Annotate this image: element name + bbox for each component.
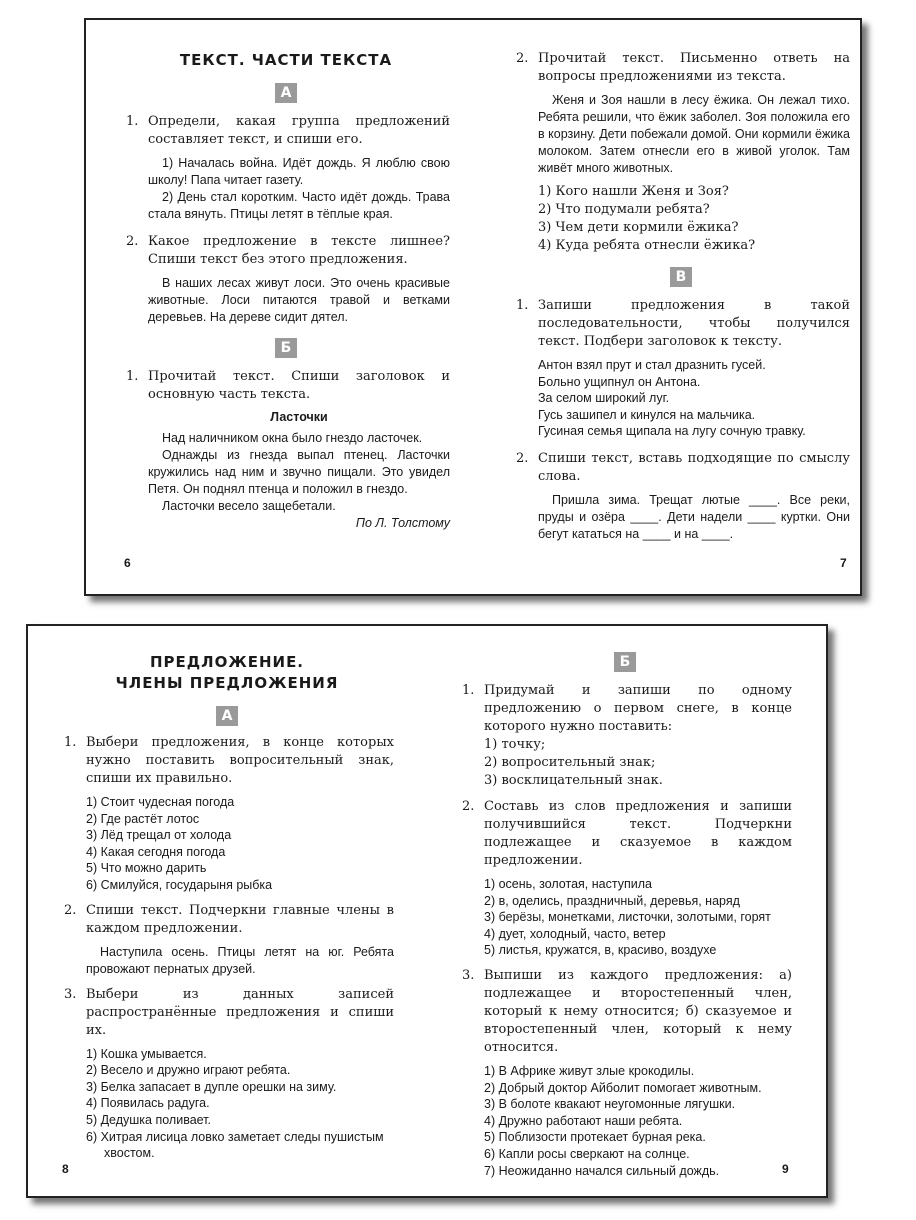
task-number: 2. [126,234,139,249]
book-spread-pages-8-9 [26,624,828,1198]
list-item: 4) Какая сегодня погода [86,844,226,859]
sentence-line: Больно ущипнул он Антона. [538,374,701,389]
page-title: ТЕКСТ. ЧАСТИ ТЕКСТА [179,51,393,69]
task-instruction: Выбери из данных записей распространённые предложения и спиши их. [86,986,394,1038]
task-instruction: Выпиши из каждого предложения: а) подлежащее и второстепенный член, который к нему относится; б) сказуемое и второстепенный член, который к нему относится. [484,967,792,1055]
list-item: 5) Поблизости протекает бурная река. [484,1130,706,1145]
list-item: 1) Стоит чудесная погода [86,795,235,809]
task-number: 2. [516,450,529,466]
task-b1 [122,368,450,532]
sentence-line: Гусь зашипел и кинулся на мальчика. [538,407,756,422]
task-v2 [512,450,850,543]
question-item: 1) Кого нашли Женя и Зоя? [538,184,729,199]
task-number: 2. [64,902,77,918]
list-item: 6) Смилуйся, государыня рыбка [86,877,273,892]
list-item: 4) Появилась радуга. [86,1096,210,1111]
page-8 [60,652,394,1162]
page-9 [458,652,792,1179]
list-item: 5) Дедушка поливает. [86,1112,211,1127]
section-badge-a: А [275,83,297,103]
task-a2 [122,233,450,326]
list-item: 1) осень, золотая, наступила [484,877,652,891]
list-item: 2) Добрый доктор Айболит помогает животным. [484,1080,762,1095]
task-instruction: Прочитай текст. Спиши заголовок и основную часть текста. [148,369,450,402]
task-instruction: Спиши текст, вставь подходящие по смыслу слова. [538,450,850,484]
task-body-text: Наступила осень. Птицы летят на юг. Ребята провожают пернатых друзей. [86,944,394,976]
option-1: 1) Началась война. Идёт дождь. Я люблю свою школу! Папа читает газету. [148,156,450,187]
list-item: 4) Дружно работают наши ребята. [484,1113,683,1128]
task-instruction: Какое предложение в тексте лишнее? Спиши текст без этого предложения. [148,234,450,267]
page-title-line-2: ЧЛЕНЫ ПРЕДЛОЖЕНИЯ [115,674,339,692]
list-item: 3) В болоте квакают неугомонные лягушки. [484,1097,736,1112]
task-instruction: Придумай и запиши по одному предложению о первом снеге, в конце которого нужно поставить: [484,683,792,734]
task-v1 [512,297,850,440]
page-number: 8 [62,1162,69,1176]
list-item: 1) В Африке живут злые крокодилы. [484,1063,695,1078]
list-item: 3) Белка запасает в дупле орешки на зиму. [86,1079,337,1094]
list-item: 4) дует, холодный, часто, ветер [484,926,666,941]
list-item: 6) Капли росы сверкают на солнце. [484,1146,690,1161]
sentence-line: За селом широкий луг. [538,391,670,406]
task-number: 1. [126,369,139,384]
list-item: 3) восклицательный знак. [484,773,663,788]
task-2 [512,50,850,255]
task-instruction: Прочитай текст. Письменно ответь на вопросы предложениями из текста. [538,51,850,84]
list-item: 7) Неожиданно начался сильный дождь. [484,1163,720,1178]
task-3 [60,986,394,1162]
task-instruction: Составь из слов предложения и запиши получившийся текст. Подчеркни подлежащее и сказуемое в каждом предложении. [484,799,792,868]
task-1 [60,734,394,894]
task-a1 [122,113,450,223]
task-number: 3. [462,967,475,983]
question-item: 2) Что подумали ребята? [538,202,710,217]
book-spread-pages-6-7 [84,18,862,596]
page-7 [512,50,850,543]
page-number: 6 [124,556,131,570]
task-number: 2. [516,51,529,66]
task-number: 1. [516,298,529,313]
list-item: 6) Хитрая лисица ловко заметает следы пушистым хвостом. [86,1129,384,1161]
task-number: 1. [126,114,139,129]
list-item: 2) вопросительный знак; [484,755,656,770]
task-instruction: Выбери предложения, в конце которых нужно поставить вопросительный знак, спиши их правильно. [86,735,394,786]
section-badge-a: А [216,706,238,726]
sentence-line: Антон взял прут и стал дразнить гусей. [538,358,766,372]
list-item: 3) берёзы, монетками, листочки, золотыми, горят [484,910,771,925]
question-list [538,183,850,255]
task-number: 1. [64,735,77,750]
task-instruction: Определи, какая группа предложений составляет текст, и спиши его. [148,114,450,147]
task-3 [458,967,792,1179]
story-title: Ласточки [270,410,328,424]
task-instruction: Запиши предложения в такой последовательности, чтобы получился текст. Подбери заголовок к тексту. [538,298,850,349]
task-number: 3. [64,986,77,1002]
section-badge-b: Б [614,652,636,672]
task-body-text: Женя и Зоя нашли в лесу ёжика. Он лежал тихо. Ребята решили, что ёжик заболел. Зоя положила его в корзину. Дети побежали домой. Они кормили ёжика молоком. Затем отнесли его в живой уголок. Там живёт много животных. [538,93,850,175]
task-number: 1. [462,683,475,698]
option-2: 2) День стал коротким. Часто идёт дождь. Трава стала вянуть. Птицы летят в тёплые края. [148,190,450,221]
task-1 [458,682,792,790]
page-6 [122,50,450,532]
question-item: 4) Куда ребята отнесли ёжика? [538,238,756,253]
page-number: 7 [840,556,847,570]
story-paragraph: Над наличником окна было гнездо ласточек. [162,431,423,445]
fill-in-text: Пришла зима. Трещат лютые ____. Все реки, пруды и озёра ____. Дети надели ____ куртки. Они бегут кататься на ____ и на ____. [538,492,850,541]
list-item: 2) в, оделись, праздничный, деревья, наряд [484,893,740,908]
task-number: 2. [462,799,475,814]
list-item: 2) Весело и дружно играют ребята. [86,1063,291,1078]
page-title-line-1: ПРЕДЛОЖЕНИЕ. [149,653,305,671]
section-badge-b: Б [275,338,297,358]
task-2 [458,798,792,959]
question-item: 3) Чем дети кормили ёжика? [538,220,739,235]
list-item: 1) точку; [484,737,546,752]
task-instruction: Спиши текст. Подчеркни главные члены в каждом предложении. [86,902,394,936]
task-body-text: В наших лесах живут лоси. Это очень красивые животные. Лоси питаются травой и ветками деревьев. На дереве сидит дятел. [148,276,450,324]
story-paragraph: Ласточки весело защебетали. [162,499,336,513]
list-item: 1) Кошка умывается. [86,1046,207,1061]
task-2 [60,902,394,978]
list-item: 2) Где растёт лотос [86,811,200,826]
story-paragraph: Однажды из гнезда выпал птенец. Ласточки кружились над ним и звучно пищали. Это увидел Петя. Он поднял птенца и положил в гнездо. [148,448,450,496]
list-item: 3) Лёд трещал от холода [86,828,232,843]
section-badge-v: В [670,267,692,287]
list-item: 5) листья, кружатся, в, красиво, воздухе [484,943,717,958]
author-attribution: По Л. Толстому [355,516,450,530]
page-number: 9 [782,1162,789,1176]
list-item: 5) Что можно дарить [86,861,207,876]
option-list [484,736,792,790]
sentence-line: Гусиная семья щипала на лугу сочную травку. [538,424,806,439]
